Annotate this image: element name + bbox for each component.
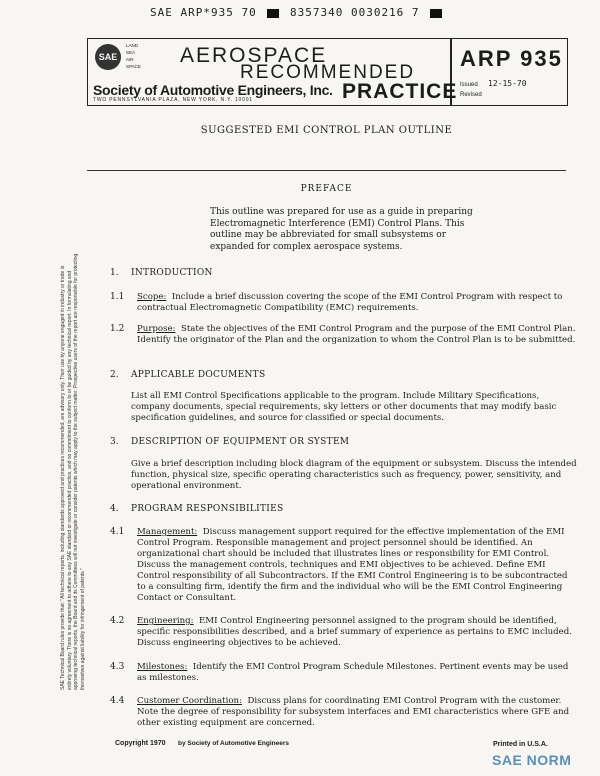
subsection-text: State the objectives of the EMI Control Program and the purpose of the EMI Control Plan. Identify the originator of the Plan and the organization to whom the Control Plan is to be submitted.	[137, 324, 576, 345]
preface-heading: PREFACE	[300, 184, 353, 194]
subsection-label: Purpose:	[137, 324, 176, 334]
subsection-4-2	[137, 616, 577, 649]
section-3-text: Give a brief description including block diagram of the equipment or subsystem. Discuss the intended function, physical size, specific operating characteristics such as frequency, power, sensitivity, and operational environment.	[131, 459, 577, 491]
sae-norm-watermark: SAE NORM	[492, 752, 572, 768]
subsection-number: 1.1	[110, 292, 125, 302]
subsection-label: Management:	[137, 527, 198, 537]
subsection-1-1	[137, 292, 577, 314]
subsection-number: 4.4	[110, 696, 125, 706]
issued-label: Issued	[460, 82, 478, 88]
society-name: Society of Automotive Engineers, Inc.	[93, 82, 333, 98]
logo-words: LAND SEA AIR SPACE	[126, 43, 141, 69]
section-2-text: List all EMI Control Specifications applicable to the program. Include Military Specifications, company documents, special requirements, sky letters or other documents that may modify basic specification guidelines, and source for classified or special documents.	[131, 391, 557, 423]
document-code-strip	[150, 6, 445, 19]
ink-block	[267, 9, 279, 18]
technical-board-notice: SAE Technical Board rules provide that: "All technical reports, including standards approved and practices recommended, are advisory only. Their use by anyone engaged in industry or trade is entirely voluntary. There is no agreement to adhere to any SAE standard or recommended practice, and no commitment to conform to or be guided by any technical report. In formulating and approving technical reports, the Board and its Committees will not investigate or consider patents which may apply to the subject matter. Prospective users of the report are responsible for protecting themselves against liability for infringement of patents."	[60, 253, 86, 690]
subsection-text: Discuss plans for coordinating EMI Control Program with the customer. Note the degree of responsibility for subsystem interfaces and EMI characteristics where GFE and other existing equipment are concerned.	[137, 696, 570, 728]
document-number: ARP 935	[460, 46, 563, 71]
document-code-left: SAE ARP*935 70	[150, 6, 257, 19]
subsection-number: 4.1	[110, 527, 125, 537]
subsection-number: 4.3	[110, 662, 125, 672]
subsection-label: Customer Coordination:	[137, 696, 242, 706]
section-heading: PROGRAM RESPONSIBILITIES	[131, 504, 284, 514]
subsection-4-4	[137, 696, 577, 729]
header-title-line-1: AEROSPACE	[180, 44, 328, 67]
subsection-text: Include a brief discussion covering the scope of the EMI Control Program with respect to contractual Electromagnetic Compatibility (EMC) requirements.	[137, 292, 563, 313]
header-title-line-2: RECOMMENDED	[240, 62, 416, 83]
section-number: 3.	[110, 437, 119, 447]
section-heading: APPLICABLE DOCUMENTS	[131, 370, 266, 380]
subsection-label: Engineering:	[137, 616, 194, 626]
section-number: 4.	[110, 504, 119, 514]
subsection-text: Discuss management support required for the effective implementation of the EMI Control Program. Responsible management and project personnel should be identified. An organizational chart should be included that illustrates lines or responsibility for EMI Control. Discuss the management controls, techniques and EMI objectives to be achieved. Define EMI Control responsibility of all Subcontractors. If the EMI Control Engineering is to be subcontracted to a consulting firm, identify the firm and the individual who will be the EMI Control Engineering Contact or Consultant.	[137, 527, 568, 603]
subsection-number: 1.2	[110, 324, 125, 334]
document-title: SUGGESTED EMI CONTROL PLAN OUTLINE	[200, 125, 453, 136]
copyright-holder: by Society of Automotive Engineers	[178, 740, 290, 747]
subsection-label: Scope:	[137, 292, 167, 302]
revised-label: Revised	[460, 92, 482, 98]
ink-block	[430, 9, 442, 18]
copyright: Copyright 1970	[115, 740, 166, 747]
document-code-middle: 8357340 0030216 7	[289, 6, 420, 19]
preface-text: This outline was prepared for use as a guide in preparing Electromagnetic Interference (EMI) Control Plans. This outline may be abbreviated for small subsystems or expanded for complex aerospace systems.	[210, 207, 473, 252]
subsection-4-3	[137, 662, 577, 684]
issued-date: 12-15-70	[488, 79, 527, 88]
printed-in: Printed in U.S.A.	[493, 741, 548, 748]
section-heading: DESCRIPTION OF EQUIPMENT OR SYSTEM	[131, 437, 350, 447]
section-number: 1.	[110, 268, 119, 278]
section-number: 2.	[110, 370, 119, 380]
subsection-text: Identify the EMI Control Program Schedule Milestones. Pertinent events may be used as milestones.	[137, 662, 569, 683]
header-title-line-3: PRACTICE	[342, 80, 458, 103]
subsection-number: 4.2	[110, 616, 125, 626]
divider	[87, 170, 566, 171]
sae-logo-icon: SAE	[95, 44, 121, 70]
subsection-4-1	[137, 527, 577, 604]
subsection-1-2	[137, 324, 577, 346]
society-address: TWO PENNSYLVANIA PLAZA, NEW YORK, N.Y. 10001	[93, 97, 253, 103]
subsection-label: Milestones:	[137, 662, 188, 672]
section-heading: INTRODUCTION	[131, 268, 213, 278]
subsection-text: EMI Control Engineering personnel assigned to the program should be identified, specific responsibilities described, and a brief summary of experience as pertains to EMC included. Discuss engineering objectives to be achieved.	[137, 616, 572, 648]
